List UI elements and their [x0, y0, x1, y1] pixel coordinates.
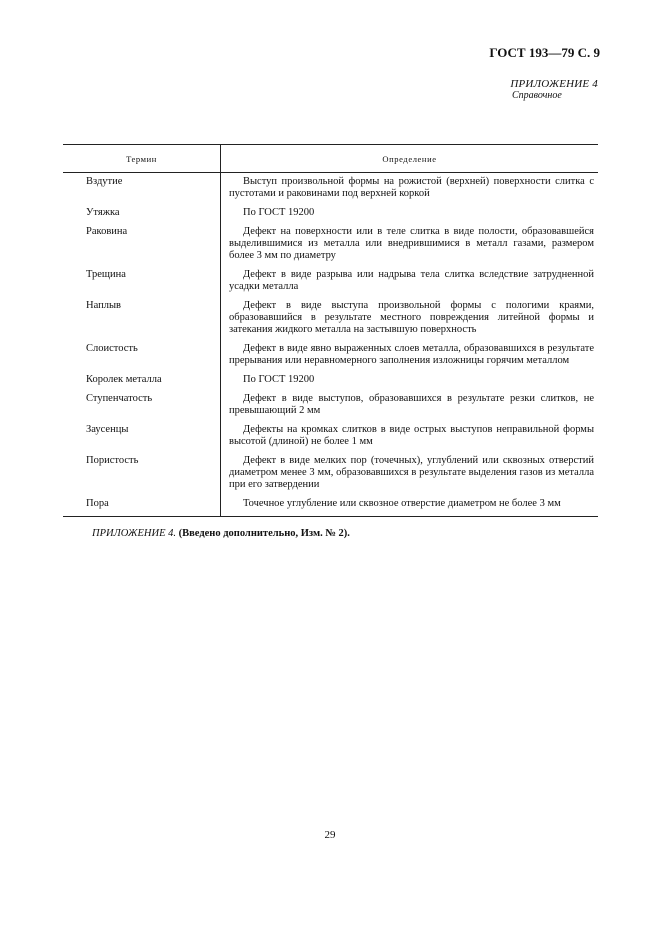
table-row [63, 452, 598, 495]
term-cell: Утяжка [86, 207, 120, 218]
definition-cell: Дефект в виде мелких пор (точечных), углублений или сквозных отверстий диаметром менее 3 мм, образовавшихся в результате выделения газов из металла при его затвердении [221, 452, 599, 495]
definition-cell: Дефект на поверхности или в теле слитка в виде полости, образовавшейся выделившимися из металла или внедрившимися в металл газами, размером более 3 мм по диаметру [221, 223, 599, 266]
definition-cell: Дефект в виде явно выраженных слоев металла, образовавшихся в результате прерывания или неравномерного заполнения изложницы горячим металлом [221, 340, 599, 371]
column-header-definition: Определение [221, 145, 599, 173]
term-cell: Слоистость [86, 343, 138, 354]
definition-cell: Дефект в виде выступа произвольной формы с пологими краями, образовавшийся в результате местного повреждения литейной формы и затекания жидкого металла на застывшую поверхность [221, 297, 599, 340]
term-cell: Ступенчатость [86, 393, 153, 404]
definition-cell: По ГОСТ 19200 [221, 204, 599, 223]
document-code: ГОСТ 193—79 С. 9 [489, 45, 600, 60]
table-row [63, 204, 598, 223]
table-header-row [63, 145, 598, 173]
definition-cell: По ГОСТ 19200 [221, 371, 599, 390]
table-row [63, 266, 598, 297]
table-row [63, 371, 598, 390]
term-cell: Пора [63, 495, 221, 517]
table-row [63, 173, 598, 205]
term-cell: Заусенцы [86, 424, 129, 435]
amendment-note [92, 528, 542, 539]
definition-cell: Дефекты на кромках слитков в виде острых выступов неправильной формы высотой (длиной) не более 1 мм [221, 421, 599, 452]
table-row [63, 297, 598, 340]
table-row [63, 390, 598, 421]
amendment-note-label: ПРИЛОЖЕНИЕ 4. [92, 528, 176, 539]
table-row [63, 495, 598, 517]
amendment-note-text: (Введено дополнительно, Изм. № 2). [178, 528, 350, 539]
definition-cell: Дефект в виде выступов, образовавшихся в результате резки слитков, не превышающий 2 мм [221, 390, 599, 421]
page-number: 29 [324, 829, 336, 841]
table-row [63, 421, 598, 452]
appendix-title: ПРИЛОЖЕНИЕ 4 [510, 78, 598, 90]
term-cell: Королек металла [86, 374, 162, 385]
appendix-subtitle: Справочное [512, 90, 562, 101]
definition-cell: Дефект в виде разрыва или надрыва тела слитка вследствие затрудненной усадки металла [221, 266, 599, 297]
term-cell: Вздутие [86, 176, 123, 187]
definition-cell: Выступ произвольной формы на рожистой (верхней) поверхности слитка с пустотами и раковинами под верхней коркой [221, 173, 599, 205]
definition-cell: Точечное углубление или сквозное отверстие диаметром не более 3 мм [221, 495, 599, 517]
term-cell: Наплыв [86, 300, 121, 311]
table-row [63, 223, 598, 266]
term-cell: Раковина [86, 226, 128, 237]
column-header-term: Термин [63, 145, 221, 173]
table-row [63, 340, 598, 371]
term-cell: Пористость [86, 455, 139, 466]
term-cell: Трещина [86, 269, 126, 280]
terms-table [63, 144, 598, 517]
